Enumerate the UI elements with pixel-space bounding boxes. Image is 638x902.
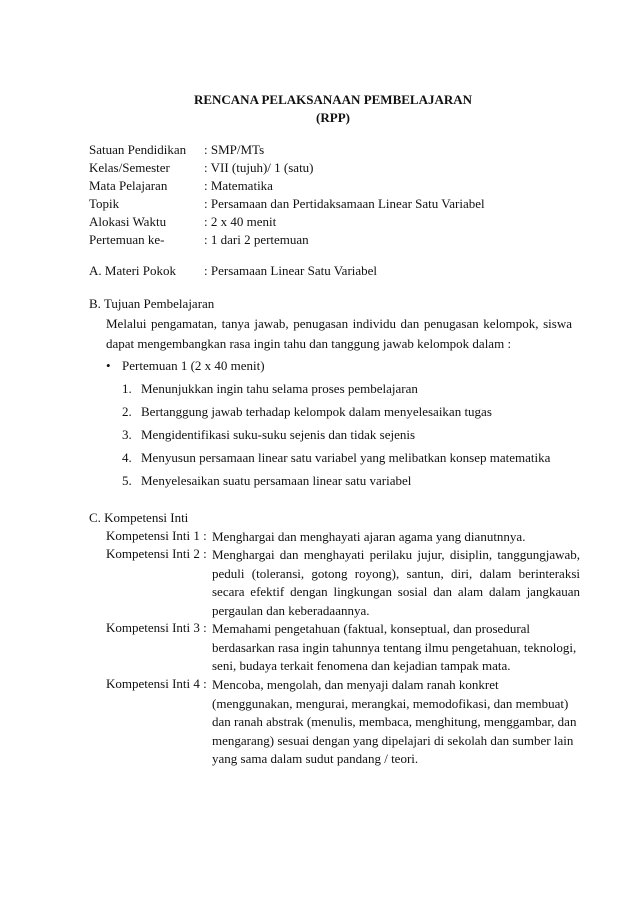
kompetensi-label: Kompetensi Inti 1 : xyxy=(106,528,207,543)
identity-key: Mata Pelajaran xyxy=(89,178,168,193)
kompetensi-label: Kompetensi Inti 3 : xyxy=(106,620,207,635)
list-number: 3. xyxy=(122,427,132,442)
kompetensi-desc: Menghargai dan menghayati perilaku jujur, disiplin, tanggungjawab, peduli (toleransi, gotong royong), santun, diri, dalam berinteraksi secara efektif dengan lingkungan sosial dan alam dalam jangkauan pergaulan dan keberadaannya. xyxy=(212,547,580,618)
identity-key: Topik xyxy=(89,196,120,211)
identity-value: : Persamaan dan Pertidaksamaan Linear Satu Variabel xyxy=(204,196,485,211)
kompetensi-label: Kompetensi Inti 2 : xyxy=(106,546,207,561)
identity-key: Pertemuan ke- xyxy=(89,232,165,247)
list-text: Mengidentifikasi suku-suku sejenis dan tidak sejenis xyxy=(141,427,416,442)
identity-key: Kelas/Semester xyxy=(89,160,170,175)
list-text: Menunjukkan ingin tahu selama proses pembelajaran xyxy=(141,381,418,396)
list-number: 2. xyxy=(122,404,132,419)
list-number: 1. xyxy=(122,381,132,396)
identity-value: : 2 x 40 menit xyxy=(204,214,277,229)
tujuan-heading: B. Tujuan Pembelajaran xyxy=(89,296,215,311)
tujuan-intro: Melalui pengamatan, tanya jawab, penugasan individu dan penugasan kelompok, siswa dapat mengembangkan rasa ingin tahu dan tanggung jawab kelompok dalam : xyxy=(106,316,572,351)
list-text: Menyelesaikan suatu persamaan linear satu variabel xyxy=(141,473,412,488)
list-text: Menyusun persamaan linear satu variabel yang melibatkan konsep matematika xyxy=(141,450,551,465)
bullet-icon: • xyxy=(106,358,111,373)
kompetensi-label: Kompetensi Inti 4 : xyxy=(106,676,207,691)
bullet-text: Pertemuan 1 (2 x 40 menit) xyxy=(122,358,265,373)
kompetensi-heading: C. Kompetensi Inti xyxy=(89,510,189,525)
document-title: RENCANA PELAKSANAAN PEMBELAJARAN xyxy=(193,92,473,107)
kompetensi-desc: Menghargai dan menghayati ajaran agama yang dianutnnya. xyxy=(212,529,526,544)
identity-key: Alokasi Waktu xyxy=(89,214,167,229)
identity-value: : VII (tujuh)/ 1 (satu) xyxy=(204,160,314,175)
identity-value: : 1 dari 2 pertemuan xyxy=(204,232,309,247)
identity-key: Satuan Pendidikan xyxy=(89,142,187,157)
identity-value: : SMP/MTs xyxy=(204,142,265,157)
kompetensi-desc: Mencoba, mengolah, dan menyaji dalam ranah konkret (menggunakan, mengurai, merangkai, memodofikasi, dan membuat) dan ranah abstrak (menulis, membaca, menghitung, menggambar, dan mengarang) sesuai dengan yang dipelajari di sekolah dan sumber lain yang sama dalam sudut pandang / teori. xyxy=(212,677,577,766)
materi-pokok-value: : Persamaan Linear Satu Variabel xyxy=(204,263,378,278)
list-text: Bertanggung jawab terhadap kelompok dalam menyelesaikan tugas xyxy=(141,404,492,419)
list-number: 4. xyxy=(122,450,132,465)
document-subtitle: (RPP) xyxy=(316,110,350,125)
materi-pokok-label: A. Materi Pokok xyxy=(89,263,177,278)
kompetensi-desc: Memahami pengetahuan (faktual, konseptual, dan prosedural berdasarkan rasa ingin tahunnya tentang ilmu pengetahuan, teknologi, seni, budaya terkait fenomena dan kejadian tampak mata. xyxy=(212,621,577,673)
list-number: 5. xyxy=(122,473,132,488)
identity-value: : Matematika xyxy=(204,178,273,193)
